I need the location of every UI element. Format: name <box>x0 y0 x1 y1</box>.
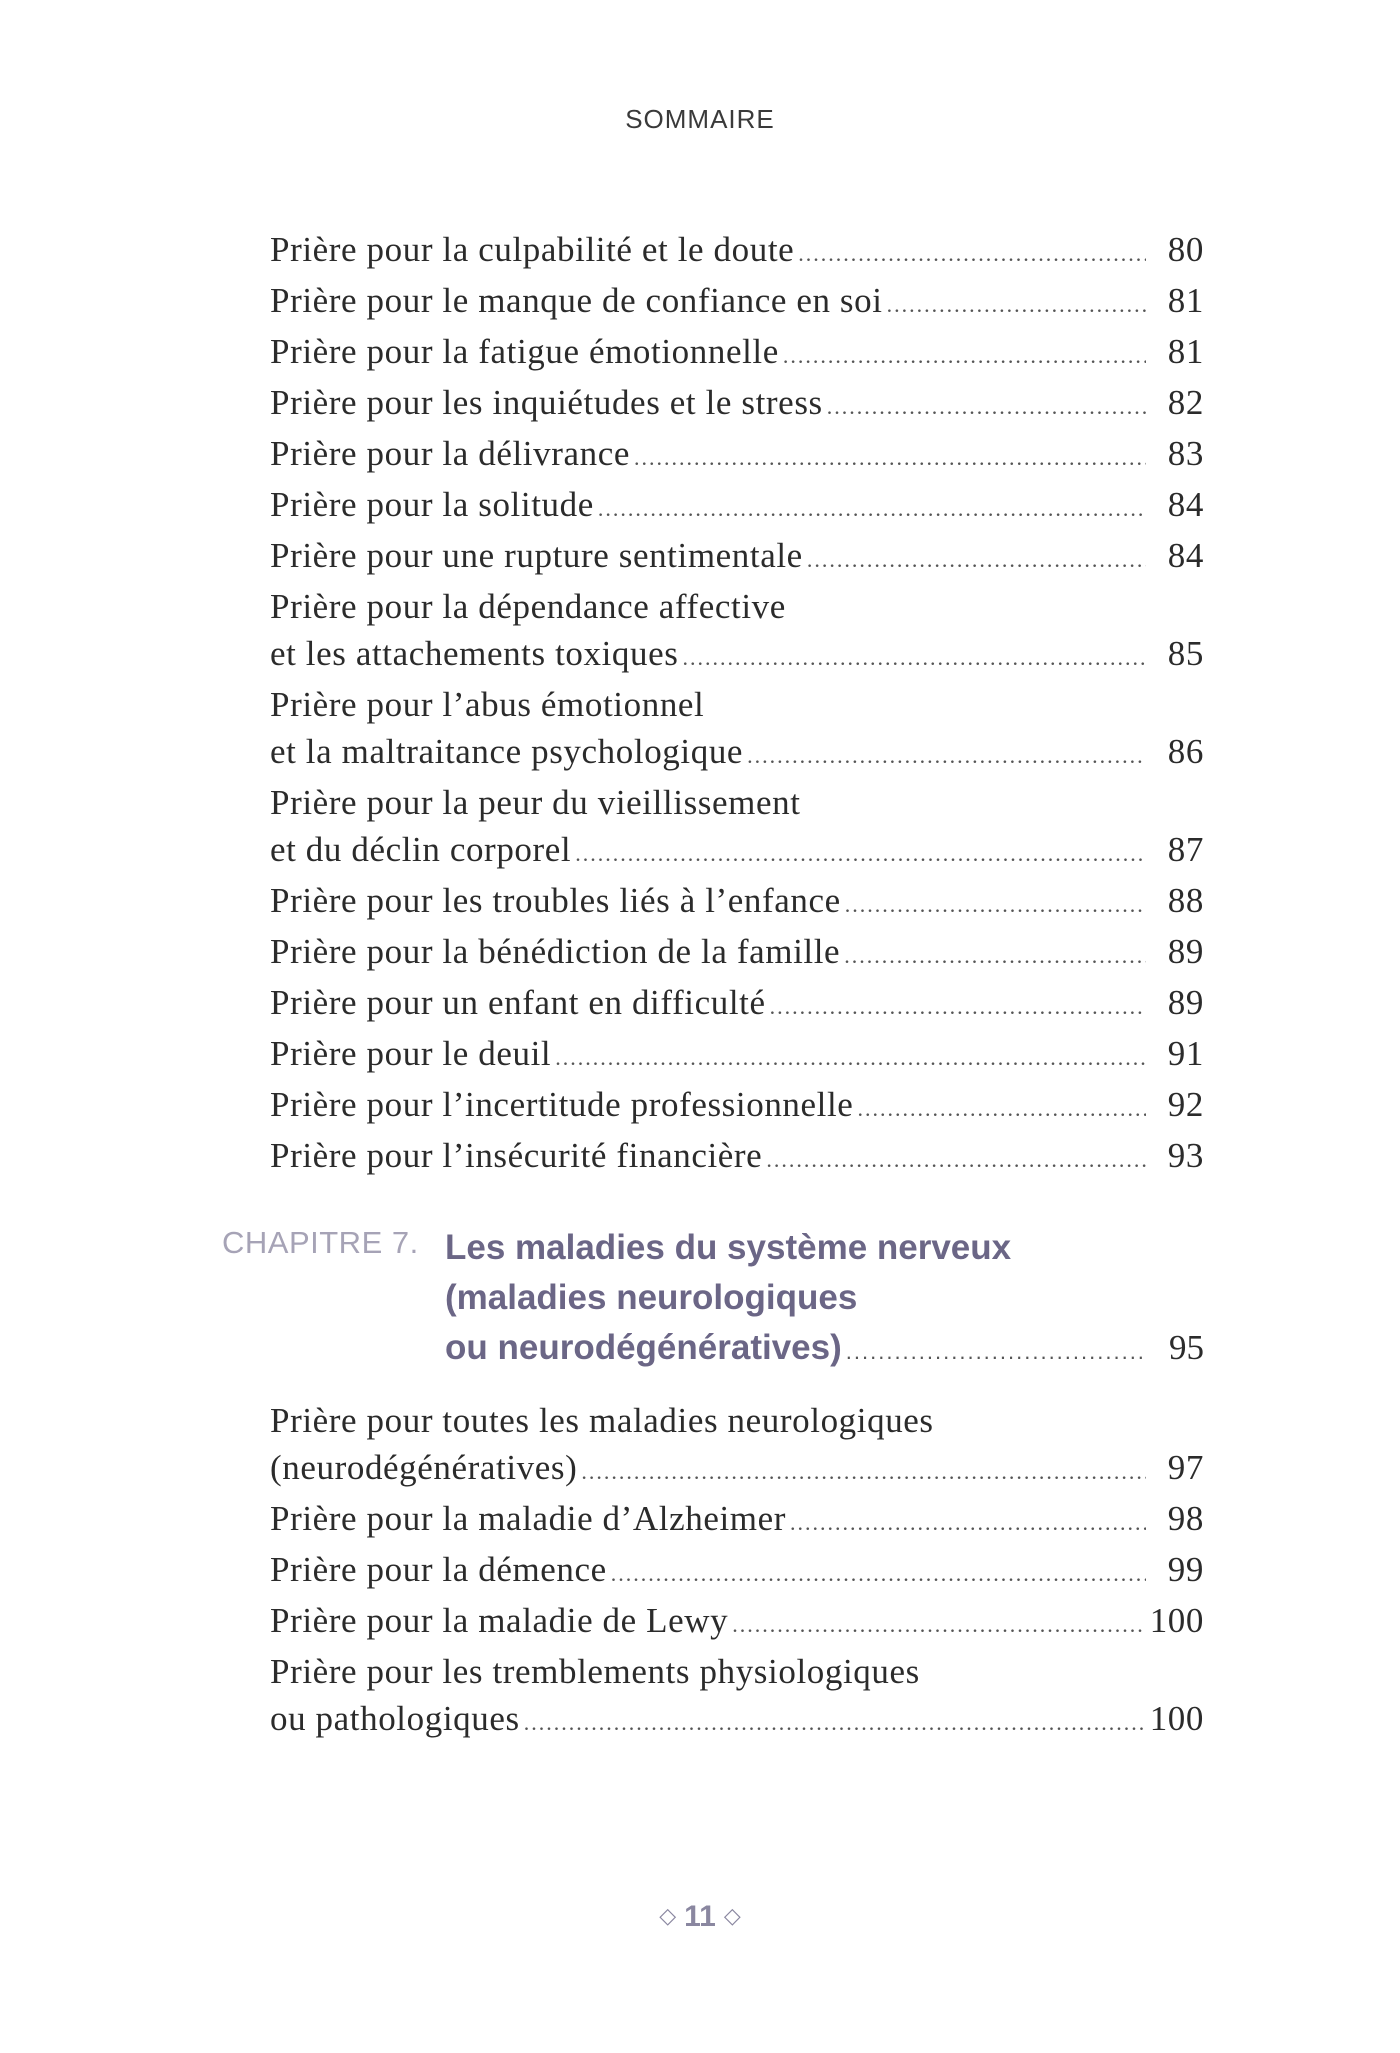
toc-entry[interactable] <box>270 226 1204 277</box>
toc-entry[interactable] <box>270 430 1204 481</box>
toc-entry[interactable] <box>270 1081 1204 1132</box>
table-of-contents <box>0 226 1400 1746</box>
toc-entry[interactable] <box>270 779 1204 877</box>
toc-entry-page-number: 99 <box>1167 1550 1204 1589</box>
toc-entry[interactable] <box>270 1546 1204 1597</box>
toc-entry[interactable] <box>270 532 1204 583</box>
toc-entry[interactable] <box>270 328 1204 379</box>
dot-leader <box>790 1499 1146 1546</box>
toc-entry-page-number: 84 <box>1167 485 1204 524</box>
dot-leader <box>770 983 1146 1030</box>
dot-leader <box>555 1034 1146 1081</box>
toc-entry-title-line: Prière pour la culpabilité et le doute <box>270 230 795 269</box>
toc-entry[interactable] <box>270 583 1204 681</box>
toc-entry-title-line: et les attachements toxiques <box>270 634 679 673</box>
dot-leader <box>732 1601 1143 1648</box>
dot-leader <box>827 383 1146 430</box>
toc-entry-title-line: Prière pour les inquiétudes et le stress <box>270 383 823 422</box>
dot-leader <box>747 732 1146 779</box>
dot-leader <box>598 485 1146 532</box>
dot-leader <box>807 536 1146 583</box>
toc-entry[interactable] <box>270 1495 1204 1546</box>
chapter-label: CHAPITRE 7. <box>222 1225 419 1260</box>
toc-entry-title-line: et du déclin corporel <box>270 830 572 869</box>
dot-leader <box>844 932 1146 979</box>
toc-entry-page-number: 83 <box>1167 434 1204 473</box>
toc-entry-title-line: Prière pour la peur du vieillissement <box>270 783 801 822</box>
toc-entry-title-line: Prière pour toutes les maladies neurologiques <box>270 1401 934 1440</box>
toc-entry[interactable] <box>270 1030 1204 1081</box>
toc-entry-page-number: 81 <box>1167 281 1204 320</box>
toc-entry-title-line: Prière pour la démence <box>270 1550 607 1589</box>
toc-entry-page-number: 84 <box>1167 536 1204 575</box>
toc-entry-title-line: Prière pour le manque de confiance en soi <box>270 281 883 320</box>
toc-entry-page-number: 86 <box>1167 732 1204 771</box>
toc-entry-title-line: Prière pour la solitude <box>270 485 594 524</box>
toc-entry-page-number: 93 <box>1167 1136 1204 1175</box>
toc-entry-title-line: Prière pour le deuil <box>270 1034 552 1073</box>
toc-entry-page-number: 87 <box>1167 830 1204 869</box>
toc-entry[interactable] <box>270 1397 1204 1495</box>
toc-entry[interactable] <box>270 1648 1204 1746</box>
dot-leader <box>798 230 1146 277</box>
toc-entry-page-number: 91 <box>1167 1034 1204 1073</box>
dot-leader <box>857 1085 1146 1132</box>
toc-entry-page-number: 98 <box>1167 1499 1204 1538</box>
dot-leader <box>887 281 1146 328</box>
toc-entry-title-line: Prière pour un enfant en difficulté <box>270 983 766 1022</box>
dot-leader <box>611 1550 1146 1597</box>
toc-entry-title-line: Prière pour une rupture sentimentale <box>270 536 803 575</box>
toc-entry[interactable] <box>270 681 1204 779</box>
toc-entry-title-line: Prière pour la délivrance <box>270 434 630 473</box>
toc-entry-page-number: 100 <box>1149 1601 1204 1640</box>
toc-entry-title-line: Prière pour l’insécurité financière <box>270 1136 763 1175</box>
page-number: 11 <box>684 1900 716 1933</box>
dot-leader <box>524 1699 1144 1746</box>
chapter-title-line: (maladies neurologiques <box>445 1278 858 1317</box>
toc-entry[interactable] <box>270 481 1204 532</box>
toc-entry-title-line: Prière pour la dépendance affective <box>270 587 786 626</box>
toc-entry-page-number: 82 <box>1167 383 1204 422</box>
toc-entry-title-line: Prière pour l’abus émotionnel <box>270 685 705 724</box>
toc-entry-title-line: Prière pour la maladie d’Alzheimer <box>270 1499 787 1538</box>
toc-entry-title-line: Prière pour les tremblements physiologiques <box>270 1652 920 1691</box>
toc-entry[interactable] <box>270 979 1204 1030</box>
toc-entry[interactable] <box>270 277 1204 328</box>
toc-entry-title-line: Prière pour la maladie de Lewy <box>270 1601 729 1640</box>
diamond-ornament-icon: ◇ <box>723 1903 741 1928</box>
dot-leader <box>766 1136 1146 1183</box>
chapter-heading[interactable] <box>0 1223 1400 1377</box>
toc-entry-title-line: (neurodégénératives) <box>270 1448 578 1487</box>
toc-entry-page-number: 88 <box>1167 881 1204 920</box>
dot-leader <box>845 881 1146 928</box>
toc-entry[interactable] <box>270 1132 1204 1183</box>
toc-entry-page-number: 85 <box>1167 634 1204 673</box>
toc-entries-group-b <box>0 1397 1400 1746</box>
dot-leader <box>682 634 1146 681</box>
chapter-title-line: Les maladies du système nerveux <box>445 1228 1012 1267</box>
toc-entry[interactable] <box>270 1597 1204 1648</box>
running-head: SOMMAIRE <box>625 104 775 134</box>
diamond-ornament-icon: ◇ <box>659 1903 677 1928</box>
dot-leader <box>783 332 1146 379</box>
toc-entry-title-line: et la maltraitance psychologique <box>270 732 744 771</box>
toc-entry-page-number: 89 <box>1167 983 1204 1022</box>
dot-leader <box>581 1448 1146 1495</box>
toc-entry-page-number: 92 <box>1167 1085 1204 1124</box>
toc-entry-title-line: Prière pour la fatigue émotionnelle <box>270 332 779 371</box>
dot-leader <box>575 830 1146 877</box>
toc-entry-page-number: 80 <box>1167 230 1204 269</box>
page-folio <box>0 1900 1400 1934</box>
toc-entry-title-line: ou pathologiques <box>270 1699 520 1738</box>
toc-entries-group-a <box>0 226 1400 1183</box>
chapter-page-number: 95 <box>1169 1328 1204 1367</box>
toc-entry-page-number: 97 <box>1167 1448 1204 1487</box>
dot-leader <box>634 434 1146 481</box>
toc-entry[interactable] <box>270 877 1204 928</box>
toc-entry[interactable] <box>270 379 1204 430</box>
toc-entry-page-number: 100 <box>1149 1699 1204 1738</box>
chapter-title <box>445 1223 1204 1377</box>
toc-entry-title-line: Prière pour la bénédiction de la famille <box>270 932 841 971</box>
chapter-title-line: ou neurodégénératives) <box>445 1328 842 1367</box>
toc-entry-title-line: Prière pour l’incertitude professionnelle <box>270 1085 854 1124</box>
toc-entry-title-line: Prière pour les troubles liés à l’enfance <box>270 881 841 920</box>
toc-entry-page-number: 81 <box>1167 332 1204 371</box>
toc-entry[interactable] <box>270 928 1204 979</box>
dot-leader <box>846 1327 1146 1377</box>
toc-entry-page-number: 89 <box>1167 932 1204 971</box>
